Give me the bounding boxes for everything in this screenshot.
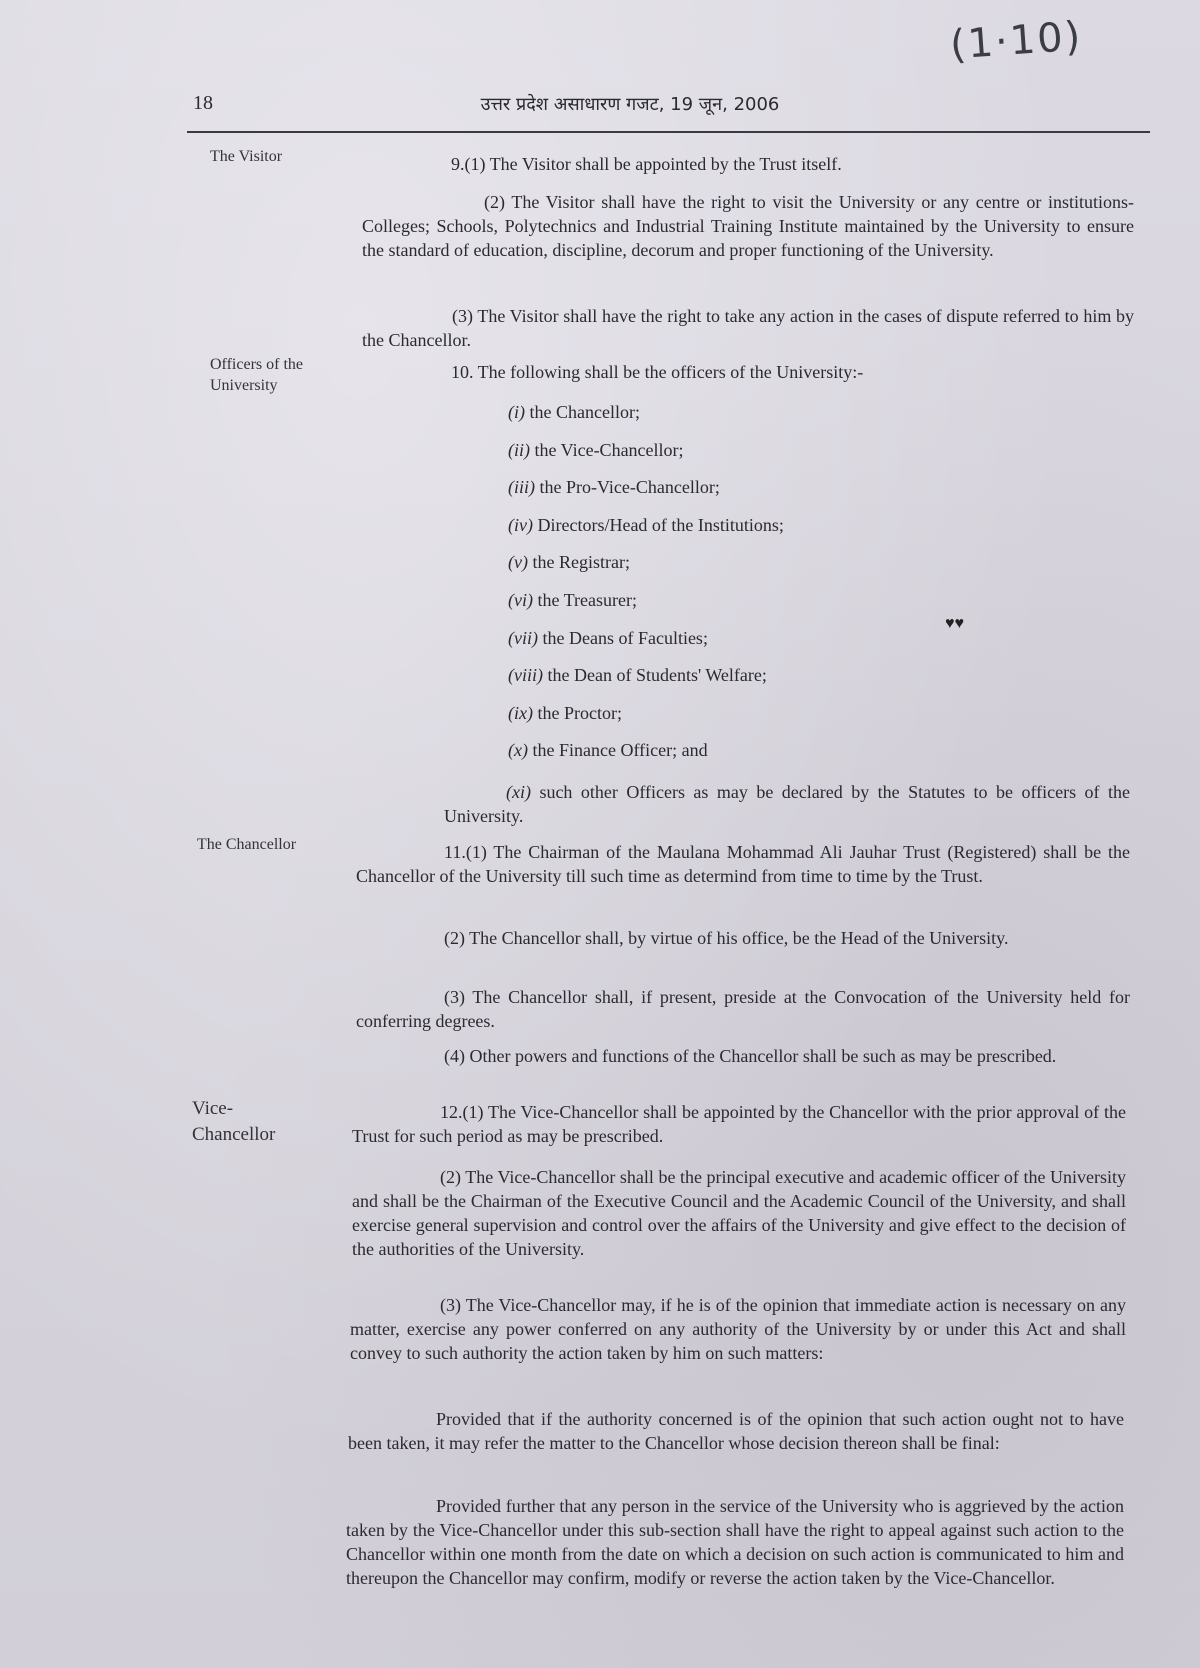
officer-item bbox=[508, 550, 630, 574]
officer-item-text: the Finance Officer; and bbox=[527, 740, 708, 760]
margin-note-visitor: The Visitor bbox=[210, 148, 283, 165]
officer-item-xi bbox=[444, 780, 1130, 828]
officer-item-num: (x) bbox=[508, 740, 528, 760]
officer-item-num: (i) bbox=[508, 402, 525, 422]
handwritten-note: (1·10) bbox=[948, 13, 1084, 69]
officer-item-num: (v) bbox=[508, 552, 528, 572]
officer-item bbox=[508, 663, 767, 687]
officer-item bbox=[508, 626, 708, 650]
officer-item bbox=[508, 438, 684, 462]
officer-item-num: (ix) bbox=[508, 703, 533, 723]
section-9-2: (2) The Visitor shall have the right to visit the University or any centre or institutions-Colleges; Schools, Polytechnics and Industrial Training Institute maintained by the University to ensure the standard of education, discipline, decorum and proper functioning of the University. bbox=[362, 192, 1134, 260]
officer-item-num: (iv) bbox=[508, 515, 533, 535]
section-11-2: (2) The Chancellor shall, by virtue of his office, be the Head of the University. bbox=[444, 928, 1009, 948]
proviso-1: Provided that if the authority concerned is of the opinion that such action ought not to have been taken, it may refer the matter to the Chancellor whose decision thereon shall be final: bbox=[348, 1409, 1124, 1453]
margin-note-officers: Officers of the University bbox=[210, 356, 303, 394]
officer-item-text: the Dean of Students' Welfare; bbox=[542, 665, 767, 685]
margin-note-chancellor: The Chancellor bbox=[197, 836, 297, 853]
officer-item bbox=[508, 738, 708, 762]
officer-item bbox=[508, 475, 720, 499]
header-rule bbox=[187, 131, 1150, 133]
section-12-1: 12.(1) The Vice-Chancellor shall be appointed by the Chancellor with the prior approval of the Trust for such period as may be prescribed. bbox=[352, 1102, 1126, 1146]
officer-item-text: Directors/Head of the Institutions; bbox=[532, 515, 784, 535]
officer-item-text: the Deans of Faculties; bbox=[537, 628, 708, 648]
proviso-2: Provided further that any person in the service of the University who is aggrieved by the action taken by the Vice-Chancellor under this sub-section shall have the right to appeal against such action to the Chancellor within one month from the date on which a decision on such action is communicated to him and thereupon the Chancellor may confirm, modify or reverse the action taken by the Vice-Chancellor. bbox=[346, 1496, 1124, 1588]
officer-item-num: (vi) bbox=[508, 590, 533, 610]
officer-item bbox=[508, 400, 640, 424]
section-12-2: (2) The Vice-Chancellor shall be the principal executive and academic officer of the University and shall be the Chairman of the Executive Council and the Academic Council of the University, and shall exercise general supervision and control over the affairs of the University and give effect to the decision of the authorities of the University. bbox=[352, 1167, 1126, 1259]
officer-item-text: the Chancellor; bbox=[525, 402, 640, 422]
officer-item-text: the Vice-Chancellor; bbox=[530, 440, 684, 460]
officer-item-text: the Pro-Vice-Chancellor; bbox=[535, 477, 720, 497]
officer-item bbox=[508, 701, 622, 725]
officer-item bbox=[508, 513, 784, 537]
stray-marks: ♥♥ bbox=[945, 615, 964, 632]
officer-item-xi-num: (xi) bbox=[506, 782, 531, 802]
officer-item-text: the Treasurer; bbox=[532, 590, 637, 610]
section-11-4: (4) Other powers and functions of the Chancellor shall be such as may be prescribed. bbox=[444, 1046, 1057, 1066]
section-11-3: (3) The Chancellor shall, if present, preside at the Convocation of the University held for conferring degrees. bbox=[356, 987, 1130, 1031]
officer-item-xi-text: such other Officers as may be declared by the Statutes to be officers of the University. bbox=[444, 782, 1130, 826]
officer-item-num: (viii) bbox=[508, 665, 543, 685]
officer-item bbox=[508, 588, 637, 612]
officer-item-text: the Proctor; bbox=[532, 703, 622, 723]
margin-note-vice-chancellor: Vice-Chancellor bbox=[192, 1098, 276, 1145]
officer-item-num: (vii) bbox=[508, 628, 538, 648]
section-12-3: (3) The Vice-Chancellor may, if he is of the opinion that immediate action is necessary on any matter, exercise any power conferred on any authority of the University by or under this Act and shall convey to such authority the action taken by him on such matters: bbox=[350, 1295, 1126, 1363]
section-10: 10. The following shall be the officers of the University:- bbox=[451, 362, 864, 382]
section-9-1: 9.(1) The Visitor shall be appointed by the Trust itself. bbox=[451, 154, 842, 174]
section-9-3: (3) The Visitor shall have the right to take any action in the cases of dispute referred to him by the Chancellor. bbox=[362, 306, 1134, 350]
officer-item-text: the Registrar; bbox=[527, 552, 630, 572]
page-number: 18 bbox=[193, 92, 213, 114]
section-11-1: 11.(1) The Chairman of the Maulana Mohammad Ali Jauhar Trust (Registered) shall be the Chancellor of the University till such time as determind from time to time by the Trust. bbox=[356, 842, 1130, 886]
officer-item-num: (iii) bbox=[508, 477, 535, 497]
running-head: उत्तर प्रदेश असाधारण गजट, 19 जून, 2006 bbox=[480, 94, 780, 115]
officer-item-num: (ii) bbox=[508, 440, 530, 460]
